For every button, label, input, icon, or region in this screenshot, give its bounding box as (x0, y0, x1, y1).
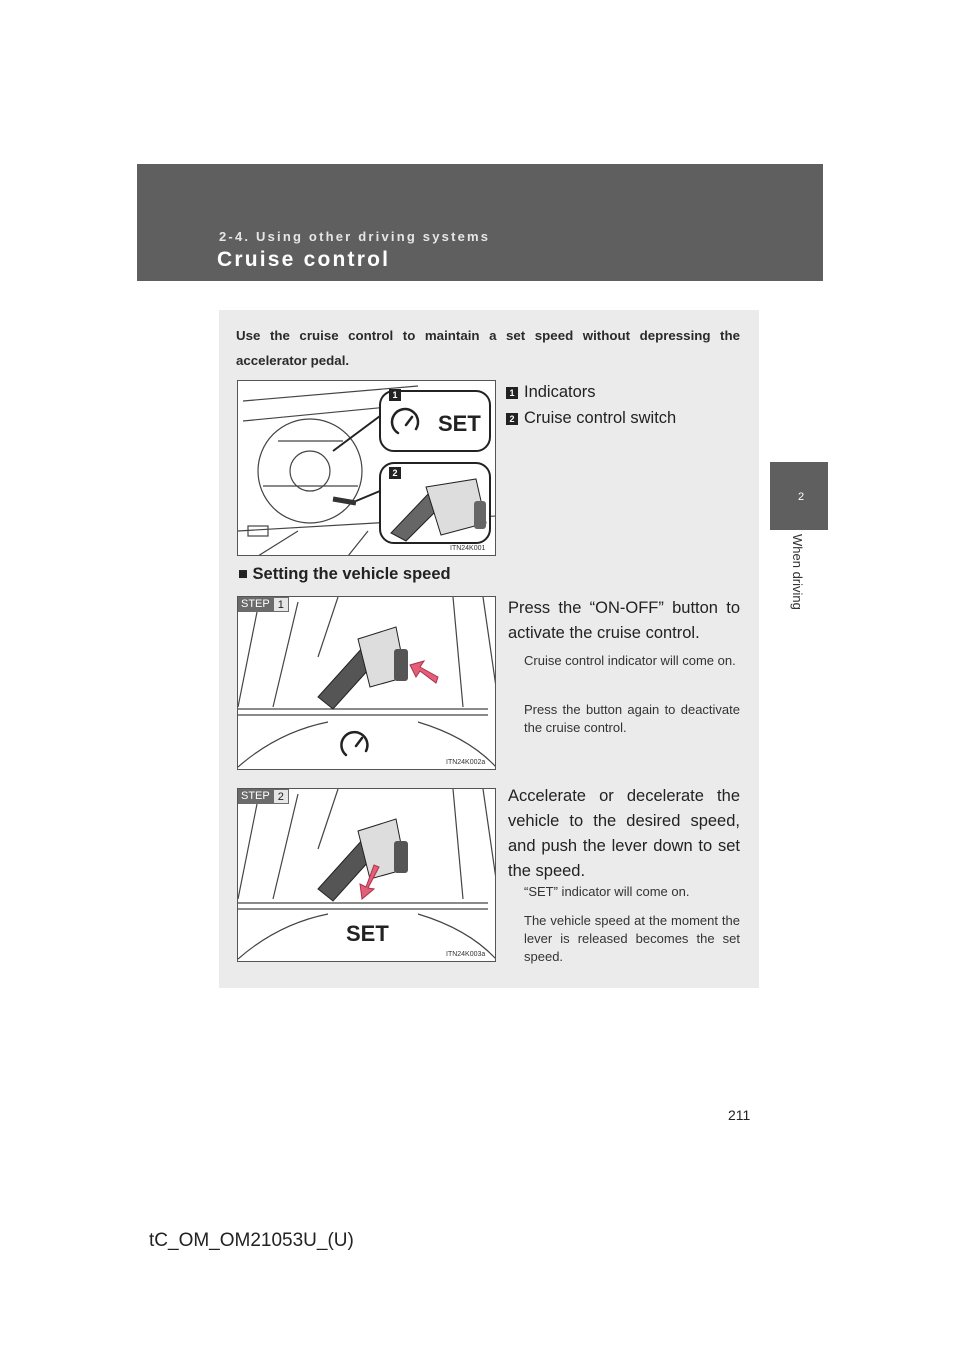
step-badge (238, 597, 289, 612)
step-label: STEP (238, 597, 273, 612)
subheading: ■ Setting the vehicle speed (238, 565, 451, 583)
step-badge (238, 789, 289, 804)
step-number: 2 (273, 789, 289, 804)
step1-illustration (237, 596, 496, 770)
page-title: Cruise control (217, 248, 391, 271)
step2-illustration (237, 788, 496, 962)
step1-instruction: Press the “ON-OFF” button to activate the cruise control. (508, 599, 740, 642)
chapter-tab-number: 2 (798, 491, 805, 503)
legend-item-indicators (506, 383, 596, 402)
figure-code: ITN24K002a (446, 759, 486, 766)
step1-note-2: Press the button again to deactivate the cruise control. (524, 702, 740, 735)
legend-item-switch (506, 409, 676, 428)
step1-note-1: Cruise control indicator will come on. (524, 653, 736, 668)
legend-number-badge: 2 (506, 413, 518, 425)
legend-label: Cruise control switch (524, 409, 677, 427)
step2-note-1: “SET” indicator will come on. (524, 884, 690, 899)
set-indicator-text: SET (346, 921, 389, 946)
set-indicator-text: SET (438, 411, 481, 436)
chapter-tab-label: When driving (790, 534, 805, 610)
legend-label: Indicators (524, 383, 596, 401)
chapter-header (137, 164, 823, 281)
legend-number-badge: 1 (506, 387, 518, 399)
figure-code: ITN24K001 (450, 545, 486, 552)
step2-note-2: The vehicle speed at the moment the lever is released becomes the set speed. (524, 913, 740, 964)
step-number: 1 (273, 597, 289, 612)
lever-drawing (238, 597, 496, 770)
page-number: 211 (728, 1107, 751, 1123)
dashboard-drawing (238, 381, 496, 556)
section-title: 2-4. Using other driving systems (219, 229, 491, 244)
callout-badge-2: 2 (392, 468, 398, 478)
callout-badge-1: 1 (392, 390, 398, 400)
step2-instruction: Accelerate or decelerate the vehicle to the desired speed, and push the lever down to set the speed. (508, 787, 740, 880)
figure-code: ITN24K003a (446, 951, 486, 958)
overview-illustration (237, 380, 496, 556)
document-id: tC_OM_OM21053U_(U) (149, 1230, 354, 1251)
step-label: STEP (238, 789, 273, 804)
intro-paragraph: Use the cruise control to maintain a set speed without depressing the accelerator pedal. (236, 328, 740, 368)
